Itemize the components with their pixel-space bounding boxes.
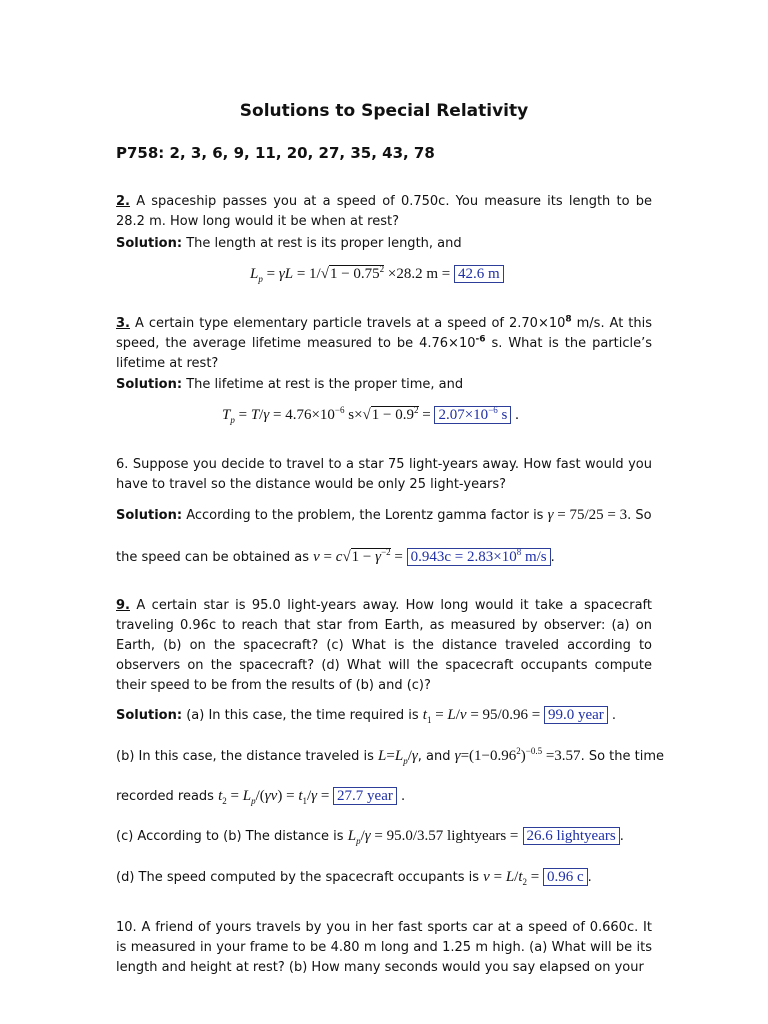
problem-3-question: 3. A certain type elementary particle travels at a speed of $2.70\times 10^8$ m/s. At this speed, the average lifetime measured to be $4.76\times 10^{-6}$ s. What is the particle’s lifetime at rest? — [116, 314, 653, 371]
problem-9-part-d: (d) The speed computed by the spacecraft occupants is $v = L/t_2 = 0.96$ c . — [116, 869, 592, 887]
part-c-text: (c) According to (b) The distance is — [116, 829, 344, 844]
problem-3-answer-unit: s — [501, 407, 508, 423]
problem-6-answer: $0.943c = 2.83\times 10^8$ m/s — [407, 548, 551, 566]
problem-9-part-a: Solution: (a) In this case, the time required is $t_1 = L/v = 95/0.96 = 99.0$ year . — [116, 707, 617, 725]
problem-3-number: 3. — [116, 316, 130, 331]
problem-9-answer-c: 26.6 lightyears — [523, 827, 620, 845]
solution-text: The lifetime at rest is the proper time, and — [186, 377, 464, 392]
problem-2-answer: 42.6 m — [454, 265, 504, 283]
problem-6-solution: Solution: According to the problem, the Lorentz gamma factor is γ = 75/25 = 3. So — [116, 507, 652, 523]
problem-9-answer-b: 27.7 year — [333, 787, 397, 805]
speed-text: the speed can be obtained as — [116, 550, 309, 565]
problem-3-text-c: s. What is the particle’s lifetime at rest? — [116, 336, 653, 371]
solution-label: Solution: — [116, 708, 183, 723]
solution-label: Solution: — [116, 508, 183, 523]
problem-9-answer-d: 0.96 c — [543, 868, 588, 886]
part-b-recorded: recorded reads — [116, 789, 214, 804]
part-c-expr: = 95.0/3.57 lightyears = — [374, 828, 519, 844]
problem-3-equation: $T_p = T/\gamma = 4.76\times 10^{-6}$ $s\times√1 - 0.9^2 = 2.07\times 10^{-6}$ s . — [222, 405, 519, 425]
page-title: Solutions to Special Relativity — [239, 101, 529, 121]
assignment-heading: P758: 2, 3, 6, 9, 11, 20, 27, 35, 43, 78 — [116, 144, 435, 162]
problem-9-part-b-result: recorded reads $t_2 = L_p/(\gamma v) = t_1/\gamma = 27.7$ year . — [116, 788, 406, 806]
problem-3-solution — [116, 375, 463, 395]
solution-label: Solution: — [116, 377, 183, 392]
solution-text: The length at rest is its proper length, and — [186, 236, 462, 251]
problem-6-answer-a: 0.943c = 2.83 — [410, 549, 494, 565]
problem-9-part-c: (c) According to (b) The distance is $L_p/\gamma = 95.0/3.57$ lightyears = 26.6 lightyears . — [116, 828, 624, 846]
problem-9-part-b: (b) In this case, the distance traveled is $L=L_p/\gamma$, and $\gamma=(1-0.96^2)^{-0.5} =3.57$. So the time — [116, 746, 665, 766]
part-b-and: , and — [417, 749, 451, 764]
problem-2-number: 2. — [116, 194, 130, 209]
problem-3-text-b: m/s. At this speed, the average lifetime measured to be 4.76 — [116, 316, 652, 351]
problem-9-answer-a: 99.0 year — [544, 706, 608, 724]
problem-9-number: 9. — [116, 598, 130, 613]
part-b-so: So the time — [588, 749, 665, 764]
problem-3-answer-base: 2.07 — [438, 407, 465, 423]
problem-2-question — [116, 192, 652, 232]
part-d-text: (d) The speed computed by the spacecraft occupants is — [116, 870, 480, 885]
problem-3-answer: $2.07\times 10^{-6}$ s — [434, 406, 511, 424]
so-word: So — [635, 508, 652, 523]
part-a-text: (a) In this case, the time required is — [186, 708, 419, 723]
problem-6-question: 6. Suppose you decide to travel to a star 75 light-years away. How fast would you have to travel so the distance would be only 25 light-years? — [116, 457, 652, 492]
problem-2-equation: $L_p = \gamma L = 1/√1 - 0.75^2 \times 28.2$ m = 42.6 m — [250, 264, 504, 284]
problem-6-answer-unit: m/s — [524, 549, 547, 565]
problem-9-text: A certain star is 95.0 light-years away. How long would it take a spacecraft traveling 0.96c to reach that star from Earth, as measured by observer: (a) on Earth, (b) on the spacecraft? (c) What is the distance traveled according to observers on the spacecraft? (d) What will the spacecraft occupants compute their speed to be from the results of (b) and (c)? — [116, 598, 652, 693]
problem-3-text-a: A certain type elementary particle travels at a speed of 2.70 — [134, 316, 538, 331]
problem-6-speed: the speed can be obtained as $v = c√1 - \gamma^{-2} = 0.943c = 2.83\times 10^8$ m/s . — [116, 547, 555, 565]
solution-text: According to the problem, the Lorentz gamma factor is — [186, 508, 544, 523]
problem-9-question — [116, 596, 652, 696]
problem-2-solution — [116, 234, 462, 254]
problem-2-text: A spaceship passes you at a speed of 0.750c. You measure its length to be 28.2 m. How long would it be when at rest? — [116, 194, 652, 229]
part-b-text: (b) In this case, the distance traveled is — [116, 749, 374, 764]
problem-10-question: 10. A friend of yours travels by you in her fast sports car at a speed of 0.660c. It is measured in your frame to be 4.80 m long and 1.25 m high. (a) What will be its length and height at rest? (b) How many seconds would you say elapsed on your — [116, 920, 652, 975]
solution-label: Solution: — [116, 236, 183, 251]
